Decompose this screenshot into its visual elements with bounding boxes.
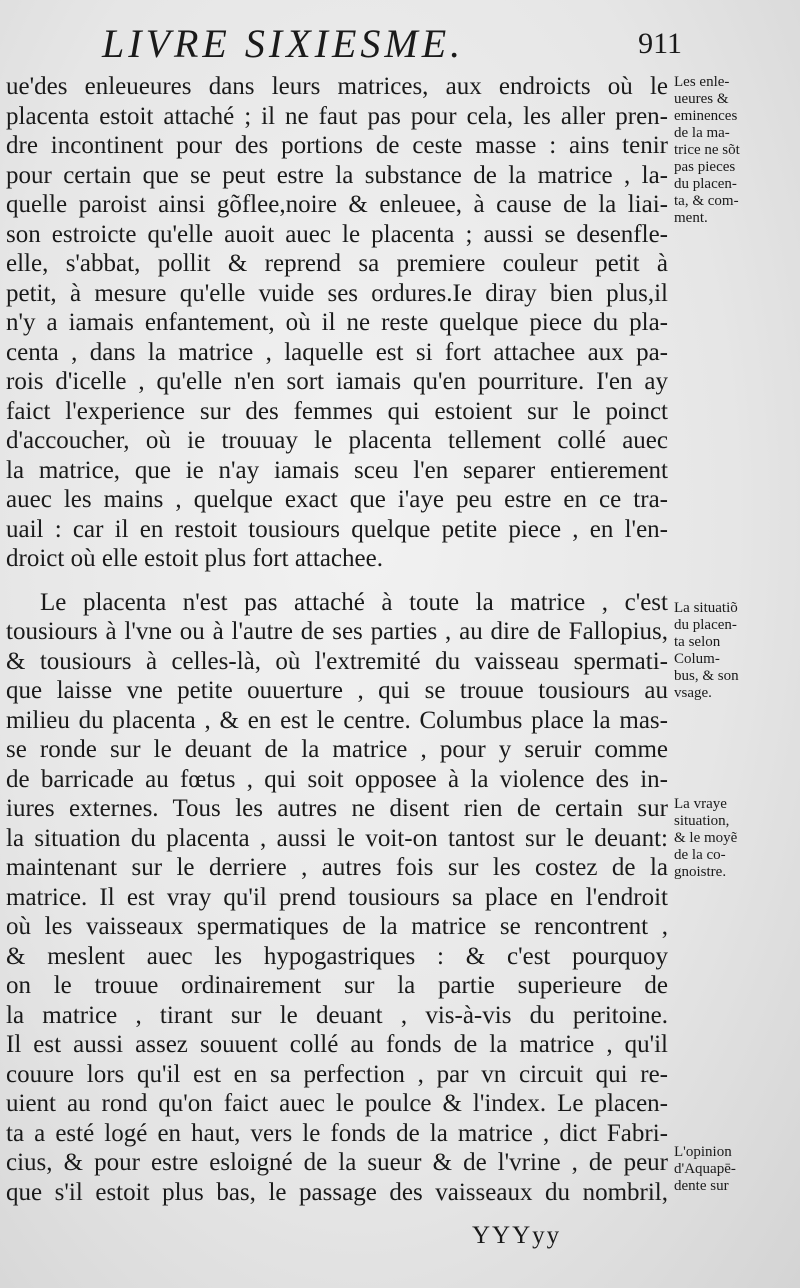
text-line: où les vaisseaux spermatiques de la matrice se rencontrent , bbox=[6, 913, 668, 940]
text-line: ue'des enleueures dans leurs matrices, aux endroicts où le bbox=[6, 73, 668, 100]
text-line: tousiours à l'vne ou à l'autre de ses parties , au dire de Fallopius, bbox=[6, 618, 668, 645]
text-line: elle, s'abbat, pollit & reprend sa premiere couleur petit à bbox=[6, 250, 668, 277]
text-line: pour certain que se peut estre la substance de la matrice , la- bbox=[6, 161, 668, 189]
text-line: de barricade au fœtus , qui soit opposee à la violence des in- bbox=[6, 765, 668, 793]
text-line: droict où elle estoit plus fort attachee. bbox=[6, 545, 383, 572]
margin-note-line: Colum- bbox=[674, 651, 720, 667]
margin-note-line: & le moyẽ bbox=[674, 830, 738, 846]
margin-note-line: gnoistre. bbox=[674, 864, 727, 880]
text-line: petit, à mesure qu'elle vuide ses ordures.Ie diray bien plus,il bbox=[6, 279, 668, 307]
text-line: la matrice , tirant sur le deuant , vis-à-vis du peritoine. bbox=[6, 1001, 668, 1029]
text-line: Il est aussi assez souuent collé au fonds de la matrice , qu'il bbox=[6, 1031, 668, 1058]
paragraph-2 bbox=[6, 588, 668, 1208]
text-line: centa , dans la matrice , laquelle est si fort attachee aux pa- bbox=[6, 338, 668, 366]
text-line: se ronde sur le deuant de la matrice , pour y seruir comme bbox=[6, 736, 668, 763]
main-text bbox=[6, 72, 668, 1207]
margin-note-line: situation, bbox=[674, 813, 730, 829]
signature-mark: YYYyy bbox=[472, 1222, 562, 1249]
text-line: d'accoucher, où ie trouuay le placenta tellement collé auec bbox=[6, 427, 668, 454]
text-line: & tousiours à celles-là, où l'extremité du vaisseau spermati- bbox=[6, 647, 668, 675]
text-line: faict l'experience sur des femmes qui estoient sur le poinct bbox=[6, 397, 668, 425]
margin-note-3 bbox=[674, 796, 792, 881]
text-line: que laisse vne petite ouuerture , qui se trouue tousiours au bbox=[6, 677, 668, 704]
margin-note-line: ta selon bbox=[674, 634, 721, 650]
text-line: on le trouue ordinairement sur la partie superieure de bbox=[6, 972, 668, 999]
margin-note-line: L'opinion bbox=[674, 1144, 732, 1160]
running-title: LIVRE SIXIESME. bbox=[102, 21, 465, 66]
text-line: milieu du placenta , & en est le centre. Columbus place la mas- bbox=[6, 706, 668, 734]
text-line: ta a esté logé en haut, vers le fonds de la matrice , dict Fabri- bbox=[6, 1119, 668, 1147]
text-line: quelle paroist ainsi gõflee,noire & enleuee, à cause de la liai- bbox=[6, 191, 668, 218]
margin-note-line: ta, & com- bbox=[674, 193, 739, 209]
margin-note-line: ment. bbox=[674, 210, 708, 226]
margin-note-line: pas pieces bbox=[674, 159, 736, 175]
text-line: uail : car il en restoit tousiours quelque petite piece , en l'en- bbox=[6, 515, 668, 543]
margin-note-line: trice ne sõt bbox=[674, 142, 740, 158]
margin-note-line: vsage. bbox=[674, 685, 712, 701]
text-line: n'y a iamais enfantement, où il ne reste quelque piece du pla- bbox=[6, 309, 668, 336]
page-number: 911 bbox=[638, 27, 682, 60]
text-line: iures externes. Tous les autres ne disent rien de certain sur bbox=[6, 795, 668, 822]
margin-note-line: de la co- bbox=[674, 847, 726, 863]
margin-note-line: La situatiõ bbox=[674, 600, 738, 616]
paragraph-spacer bbox=[6, 574, 668, 588]
text-line: la situation du placenta , aussi le voit-on tantost sur le deuant: bbox=[6, 824, 668, 852]
margin-note-line: eminences bbox=[674, 108, 738, 124]
text-line: dre incontinent pour des portions de ceste masse : ains tenir bbox=[6, 132, 668, 159]
text-line: son estroicte qu'elle auoit auec le placenta ; aussi se desenfle- bbox=[6, 220, 668, 248]
margin-note-line: ueures & bbox=[674, 91, 729, 107]
text-line: placenta estoit attaché ; il ne faut pas pour cela, les aller pren- bbox=[6, 102, 668, 130]
text-line: la matrice, que ie n'ay iamais sceu l'en separer entierement bbox=[6, 456, 668, 484]
margin-note-line: du placen- bbox=[674, 617, 737, 633]
page-header bbox=[92, 18, 682, 68]
margin-note-4 bbox=[674, 1144, 792, 1195]
text-line: que s'il estoit plus bas, le passage des vaisseaux du nombril, bbox=[6, 1178, 668, 1206]
text-line: auec les mains , quelque exact que i'aye peu estre en ce tra- bbox=[6, 486, 668, 513]
text-line: matrice. Il est vray qu'il prend tousiours sa place en l'endroit bbox=[6, 883, 668, 911]
margin-note-1 bbox=[674, 74, 792, 227]
text-line: Le placenta n'est pas attaché à toute la matrice , c'est bbox=[40, 588, 668, 616]
margin-note-line: La vraye bbox=[674, 796, 727, 812]
paragraph-1 bbox=[6, 72, 668, 574]
text-line: rois d'icelle , qu'elle n'en sort iamais qu'en pourriture. I'en ay bbox=[6, 368, 668, 395]
margin-note-line: Les enle- bbox=[674, 74, 730, 90]
text-line: cius, & pour estre esloigné de la sueur & de l'vrine , de peur bbox=[6, 1149, 668, 1176]
text-line: couure lors qu'il est en sa perfection , par vn circuit qui re- bbox=[6, 1060, 668, 1088]
margin-note-line: d'Aquapē- bbox=[674, 1161, 736, 1177]
text-line: & meslent auec les hypogastriques : & c'est pourquoy bbox=[6, 942, 668, 970]
margin-note-line: bus, & son bbox=[674, 668, 739, 684]
margin-note-line: dente sur bbox=[674, 1178, 729, 1194]
margin-note-line: du placen- bbox=[674, 176, 737, 192]
margin-note-2 bbox=[674, 600, 792, 702]
margin-note-line: de la ma- bbox=[674, 125, 730, 141]
text-line: uient au rond qu'on faict auec le poulce & l'index. Le placen- bbox=[6, 1090, 668, 1117]
text-line: maintenant sur le derriere , autres fois sur les costez de la bbox=[6, 854, 668, 881]
